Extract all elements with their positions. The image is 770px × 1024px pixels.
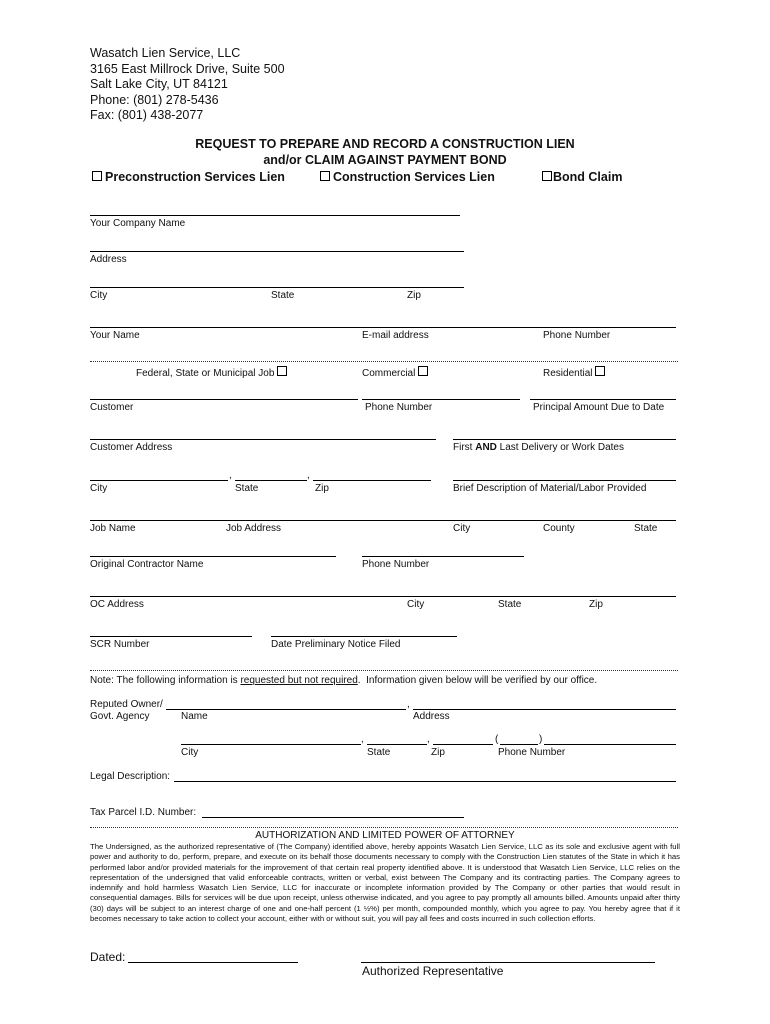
zip-label: Zip	[407, 290, 421, 301]
original-contractor-field[interactable]	[90, 556, 336, 557]
customer-address-field[interactable]	[90, 439, 436, 440]
city-label: City	[90, 290, 108, 301]
preconstruction-checkbox[interactable]	[92, 171, 102, 181]
dated-label: Dated:	[90, 950, 126, 964]
reputed-owner-label: Reputed Owner/	[90, 699, 163, 710]
owner-address-label: Address	[413, 711, 450, 722]
company-fax: Fax: (801) 438-2077	[90, 108, 204, 122]
company-phone: Phone: (801) 278-5436	[90, 93, 219, 107]
residential-option[interactable]	[543, 366, 605, 379]
owner-state-field[interactable]	[367, 744, 427, 745]
address-field[interactable]	[90, 251, 464, 252]
option-bond-claim-label: Bond Claim	[553, 170, 623, 184]
owner-phone-label: Phone Number	[498, 747, 566, 758]
note-text: Note: The following information is requested but not required. Information given below will be verified by our office.	[90, 675, 598, 686]
residential-checkbox[interactable]	[595, 366, 605, 376]
form-title-line2: and/or CLAIM AGAINST PAYMENT BOND	[263, 153, 507, 167]
signature-field[interactable]	[361, 962, 655, 963]
job-state-label: State	[634, 523, 658, 534]
job-county-label: County	[543, 523, 575, 534]
construction-checkbox[interactable]	[320, 171, 330, 181]
job-name-label: Job Name	[90, 523, 136, 534]
job-city-label: City	[453, 523, 471, 534]
commercial-label: Commercial	[362, 368, 416, 379]
oc-phone-label: Phone Number	[362, 559, 430, 570]
owner-city-field[interactable]	[181, 744, 361, 745]
owner-name-label: Name	[181, 711, 208, 722]
owner-city-label: City	[181, 747, 199, 758]
oc-zip-label: Zip	[589, 599, 603, 610]
job-field[interactable]	[90, 520, 676, 521]
customer-state-field[interactable]	[235, 480, 307, 481]
authorization-text: The Undersigned, as the authorized representative of (The Company) identified above, hereby appoints Wasatch Lien Service, LLC as its sole and exclusive agent with full power and authority to do, perform, prepare, and execute on its behalf those documents necessary to comply with the Construction Lien statutes of the State in which it has performed labor and/or provided materials for the improvement of that certain real property identified above. It is understood that Wasatch Lien Service, LLC relies on the representation of the undersigned that valid enforceable contracts, written or verbal, exist between The Company and its contracting parties. The Company agrees to indemnify and hold harmless Wasatch Lien Service, LLC for inaccurate or incomplete information provided by The Company or other parties that would result in consequential damages. Bills for services will be due upon receipt, unless otherwise indicated, and you agree to pay promptly all amounts billed. Amounts unpaid after thirty (30) days will be subject to an interest charge of one and one-half percent (1 ½%) per month, compounded monthly, which you agree to pay. You hereby agree that if it becomes necessary to take action to collect your account, either with or without suit, you will pay all fees and costs incurred in such collection efforts.	[90, 842, 680, 924]
scr-number-label: SCR Number	[90, 639, 150, 650]
state-label: State	[271, 290, 295, 301]
option-preconstruction-label: Preconstruction Services Lien	[105, 170, 285, 184]
legal-description-label: Legal Description:	[90, 771, 171, 782]
option-bond-claim[interactable]	[542, 170, 622, 184]
address-label: Address	[90, 254, 127, 265]
principal-amount-field[interactable]	[530, 399, 676, 400]
city-state-zip-field[interactable]	[90, 287, 464, 288]
owner-address-field[interactable]	[413, 709, 676, 710]
company-street: 3165 East Millrock Drive, Suite 500	[90, 62, 285, 76]
phone-number-label: Phone Number	[543, 330, 611, 341]
dated-field[interactable]	[128, 962, 298, 963]
email-label: E-mail address	[362, 330, 429, 341]
divider	[90, 361, 678, 362]
commercial-checkbox[interactable]	[418, 366, 428, 376]
authorization-heading: AUTHORIZATION AND LIMITED POWER OF ATTORNEY	[255, 830, 515, 841]
customer-state-label: State	[235, 483, 259, 494]
residential-label: Residential	[543, 368, 593, 379]
brief-description-field[interactable]	[453, 480, 676, 481]
owner-area-code-field[interactable]	[500, 744, 538, 745]
brief-description-label: Brief Description of Material/Labor Provided	[453, 483, 647, 494]
oc-address-field[interactable]	[90, 596, 676, 597]
company-city-line: Salt Lake City, UT 84121	[90, 77, 228, 91]
option-construction[interactable]	[320, 170, 495, 184]
your-company-name-label: Your Company Name	[90, 218, 186, 229]
company-name-field[interactable]	[90, 215, 460, 216]
option-construction-label: Construction Services Lien	[333, 170, 495, 184]
delivery-dates-label: First AND Last Delivery or Work Dates	[453, 442, 624, 453]
federal-job-option[interactable]	[136, 366, 287, 379]
oc-address-label: OC Address	[90, 599, 144, 610]
federal-job-label: Federal, State or Municipal Job	[136, 368, 275, 379]
date-preliminary-field[interactable]	[271, 636, 457, 637]
customer-label: Customer	[90, 402, 134, 413]
oc-city-label: City	[407, 599, 425, 610]
customer-city-label: City	[90, 483, 108, 494]
owner-zip-label: Zip	[431, 747, 445, 758]
owner-zip-field[interactable]	[433, 744, 493, 745]
oc-phone-field[interactable]	[362, 556, 524, 557]
customer-city-field[interactable]	[90, 480, 228, 481]
option-preconstruction[interactable]	[92, 170, 285, 184]
bond-claim-checkbox[interactable]	[542, 171, 552, 181]
company-name: Wasatch Lien Service, LLC	[90, 46, 241, 60]
owner-name-field[interactable]	[166, 709, 406, 710]
job-address-label: Job Address	[226, 523, 282, 534]
form-title-line1: REQUEST TO PREPARE AND RECORD A CONSTRUCTION LIEN	[195, 137, 575, 151]
authorized-representative-label: Authorized Representative	[362, 964, 504, 978]
scr-number-field[interactable]	[90, 636, 252, 637]
customer-phone-field[interactable]	[362, 399, 520, 400]
customer-zip-label: Zip	[315, 483, 329, 494]
customer-zip-field[interactable]	[313, 480, 431, 481]
customer-field[interactable]	[90, 399, 358, 400]
tax-parcel-field[interactable]	[202, 817, 464, 818]
federal-job-checkbox[interactable]	[277, 366, 287, 376]
legal-description-field[interactable]	[174, 781, 676, 782]
tax-parcel-label: Tax Parcel I.D. Number:	[90, 807, 197, 818]
principal-amount-label: Principal Amount Due to Date	[533, 402, 665, 413]
govt-agency-label: Govt. Agency	[90, 711, 150, 722]
divider	[90, 827, 678, 828]
customer-address-label: Customer Address	[90, 442, 173, 453]
owner-state-label: State	[367, 747, 391, 758]
your-name-label: Your Name	[90, 330, 140, 341]
oc-state-label: State	[498, 599, 522, 610]
commercial-option[interactable]	[362, 366, 428, 379]
original-contractor-label: Original Contractor Name	[90, 559, 204, 570]
date-preliminary-label: Date Preliminary Notice Filed	[271, 639, 401, 650]
customer-phone-label: Phone Number	[365, 402, 433, 413]
owner-phone-field[interactable]	[544, 744, 676, 745]
your-name-field[interactable]	[90, 327, 676, 328]
divider	[90, 670, 678, 671]
delivery-dates-field[interactable]	[453, 439, 676, 440]
